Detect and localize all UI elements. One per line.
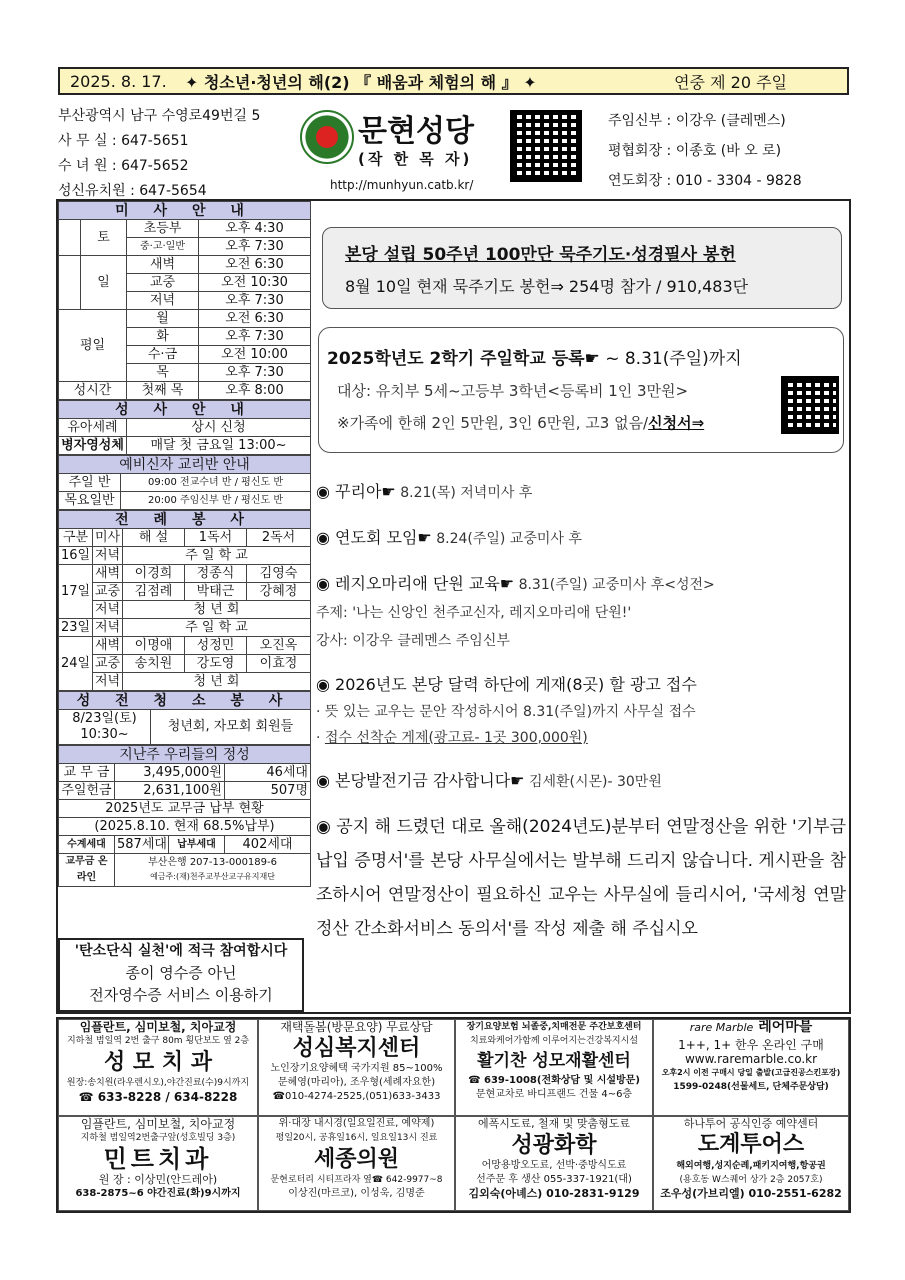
service-person: 정종식 [185,565,247,583]
mass-name: 화 [127,328,199,346]
baptism-value: 상시 신청 [127,419,311,437]
mass-schedule [58,201,311,400]
ann-detail: 8.21(목) 저녁미사 후 [395,485,533,501]
cleaning-title: 성 전 청 소 봉 사 [59,692,311,710]
catechumen-info [58,455,311,510]
class-value: 09:00 전교수녀 반 / 평신도 반 [121,474,311,492]
ad-title: 성심복지센터 [292,1035,421,1061]
service-date: 23일 [59,619,93,637]
cleaning-date: 8/23일(토) 10:30~ [59,710,151,745]
mass-time: 오전 6:30 [199,256,311,274]
col-header: 1독서 [185,529,247,547]
mass-name: 월 [127,310,199,328]
mass-name: 저녁 [127,292,199,310]
mass-time: 오후 7:30 [199,292,311,310]
col-header: 2독서 [247,529,311,547]
ad-line: 어망용방오도료, 선박·중방식도료 [481,1160,627,1171]
mass-time: 오후 7:30 [199,364,311,382]
holy-hour-label: 성시간 [59,382,127,400]
liturgical-week: 연중 제 20 주일 [674,72,787,92]
mass-name: 교중 [127,274,199,292]
ad-line: 문현교차로 바디프랜드 건물 4~6층 [475,1089,633,1100]
sacrament-title: 성 사 안 내 [59,401,311,419]
mass-name: 초등부 [127,220,199,238]
service-person: 강혜정 [247,583,311,601]
ad-title: 민트치과 [103,1145,213,1173]
service-group: 주 일 학 교 [123,547,311,565]
ad-phone: 638-2875~6 야간진료(화)9시까지 [75,1188,241,1199]
pointing-hand-icon: ☛ [510,771,525,790]
ad-line: 위·대장 내시경(일요일진료, 예약제) [278,1118,435,1129]
ad-title: 성 모 치 과 [104,1049,212,1075]
ad-line: 해외여행,성지순례,패키지여행,항공권 [676,1161,826,1171]
service-person: 송치원 [123,655,185,673]
office-phone: 사 무 실 : 647-5651 [58,133,189,149]
ann-title: 본당발전기금 감사합니다 [335,771,511,790]
mass-time: 오전 10:00 [199,346,311,364]
pointing-hand-icon: ☛ [381,482,396,501]
service-mass: 새벽 [93,637,123,655]
anniversary-body: 8월 10일 현재 묵주기도 봉헌⇒ 254명 참가 / 910,483단 [345,277,749,296]
mass-time: 오후 7:30 [199,238,311,256]
col-header: 미사 [93,529,123,547]
ads-section [56,1017,851,1213]
dues-status-date: (2025.8.10. 현재 68.5%납부) [59,818,311,836]
application-link[interactable]: 신청서⇒ [648,414,705,432]
service-mass: 저녁 [93,673,123,691]
bullet-icon: ◉ [316,574,336,593]
sat-label: 토 [81,220,127,256]
ad-seongmo-rehab[interactable] [455,1019,653,1116]
ad-line: 노인장기요양혜택 국가지원 85~100% [270,1063,443,1074]
ad-title: 세종의원 [313,1146,399,1172]
service-date: 24일 [59,637,93,691]
offering-amount: 3,495,000원 [115,764,225,782]
households-label: 수계세대 [59,836,115,854]
announcement-legio [316,570,846,599]
calendar-detail: · 뜻 있는 교우는 문안 작성하시어 8.31(주일)까지 사무실 접수 [316,704,696,720]
ad-line: 원장:송치원(라우렌시오),야간진료(수)9시까지 [66,1078,250,1088]
pointing-hand-icon: ☛ [499,574,515,593]
pointing-hand-icon: ☛ [584,349,600,369]
kinder-phone: 성신유치원 : 647-5654 [58,183,207,199]
ad-line: 치료와케어가함께 이루어지는건강복지시설 [469,1036,639,1046]
service-mass: 교중 [93,583,123,601]
cleaning-group: 청년회, 자모회 회원들 [151,710,311,745]
offering-amount: 2,631,100원 [115,782,225,800]
council-head: 평협회장 : 이종호 (바 오 로) [608,143,782,159]
ad-phone: ☎010-4274-2525,(051)633-3433 [272,1091,441,1102]
service-mass: 저녁 [93,619,123,637]
offering-count: 46세대 [225,764,311,782]
ad-title: 도계투어스 [697,1132,805,1157]
ad-line: 문현로터리 시티프라자 옆☎ 642-9977~8 [270,1175,443,1185]
catechumen-title: 예비신자 교리반 안내 [59,456,311,474]
mass-name: 목 [127,364,199,382]
pastor: 주임신부 : 이강우 (클레멘스) [608,113,786,129]
sick-value: 매달 첫 금요일 13:00~ [127,437,311,455]
school-title: 2025학년도 2학기 주일학교 등록 [327,349,585,369]
ad-line: 하나투어 공식인증 예약센터 [683,1117,819,1130]
mass-name: 수·금 [127,346,199,364]
ann-title: 연도회 모임 [335,528,418,547]
ad-seongsim-welfare[interactable] [258,1019,455,1116]
sacrament-info [58,400,311,455]
carbon-line: 종이 영수증 아닌 [125,964,237,982]
mass-name: 새벽 [127,256,199,274]
announcement-yeondo [316,524,846,553]
service-mass: 교중 [93,655,123,673]
ann-title: 2026년도 본당 달력 하단에 게재(8곳) 할 광고 접수 [335,675,697,694]
school-deadline: ~ 8.31(주일)까지 [599,349,742,369]
ann-detail: 8.31(주일) 교중미사 후<성전> [514,577,715,593]
contact-info [58,104,260,204]
ad-sejong-clinic[interactable] [258,1116,455,1211]
service-person: 김영숙 [247,565,311,583]
announcement-tax-receipt: ◉ 공지 해 드렸던 대로 올해(2024년도)분부터 연말정산을 위한 '기부금 납입 증명서'를 본당 사무실에서는 발부해 드리지 않습니다. 게시판을 참조하시어 연말정산이 필요하신 교우는 사무실에 들리시어, '국세청 연말정산 간소화서비스 동의서'를 작성 제출 해 주십시오 [316,817,846,939]
officials [608,106,802,196]
class-label: 목요일반 [59,492,121,510]
ad-seongmo-dental[interactable] [58,1019,258,1116]
church-name: 문현성당 [358,114,474,149]
ad-line: 재택돌봄(방문요양) 무료상담 [280,1020,433,1034]
ad-line: 지하철 범일역2번출구앞(성호빌딩 3층) [80,1133,236,1143]
bullet-icon: ◉ [316,675,336,694]
service-date: 16일 [59,547,93,565]
mass-name: 첫째 목 [127,382,199,400]
liturgy-service [58,510,311,691]
paid-value: 402세대 [225,836,311,854]
carbon-title: '탄소단식 실천'에 적극 참여합시다 [74,943,288,959]
mass-time: 오후 8:00 [199,382,311,400]
ad-line: 이상진(마르코), 이성욱, 김명준 [288,1188,425,1199]
ad-line: (용호동 W스퀘어 상가 2층 2057호) [679,1175,823,1185]
yeondo-head: 연도회장 : 010 - 3304 - 9828 [608,173,802,189]
dues-status-title: 2025년도 교무금 납부 현황 [59,800,311,818]
ad-url: www.raremarble.co.kr [684,1052,818,1066]
ann-title: 꾸리아 [335,482,382,501]
ann-detail: 8.24(주일) 교중미사 후 [431,531,582,547]
left-column [58,201,310,887]
sunday-school-box [318,327,844,453]
year-theme: ✦ 청소년·청년의 해(2) 『 배움과 체험의 해 』 ✦ [185,72,537,92]
address: 부산광역시 남구 수영로49번길 5 [58,108,261,124]
school-target: 대상: 유치부 5세~고등부 3학년<등록비 1인 3만원> [337,382,689,400]
church-url[interactable]: http://munhyun.catb.kr/ [330,178,474,192]
service-date: 17일 [59,565,93,619]
baptism-label: 유아세례 [59,419,127,437]
ad-seonggwang-chem[interactable] [455,1116,653,1211]
top-banner [58,67,849,95]
ad-line: 임플란트, 심미보철, 치아교정 [79,1020,237,1034]
bullet-icon: ◉ [316,528,336,547]
ad-phone: ☎ 633-8228 / 634-8228 [78,1090,238,1104]
bulletin-date: 2025. 8. 17. [70,71,167,91]
households-value: 587세대 [115,836,169,854]
col-header: 구분 [59,529,93,547]
class-label: 주일 반 [59,474,121,492]
ad-line: 장기요양보험 뇌졸중,치매전문 주간보호센터 [466,1022,642,1032]
ad-title: 레어마블 [758,1019,813,1035]
carbon-line: 전자영수증 서비스 이용하기 [89,986,273,1004]
offering-title: 지난주 우리들의 정성 [59,746,311,764]
announcement-curia [316,478,846,507]
anniversary-box [322,227,842,309]
service-person: 김점례 [123,583,185,601]
ad-line: 선주문 후 생산 055-337-1921(대) [476,1174,632,1185]
service-person: 이명애 [123,637,185,655]
mass-name: 중·고·일반 [127,238,199,256]
service-group: 청 년 회 [123,601,311,619]
ann-detail: 김세환(시몬)- 30만원 [524,774,662,790]
ad-line: 에폭시도료, 철재 및 맞춤형도료 [477,1117,631,1130]
ann-title: 레지오마리애 단원 교육 [335,574,500,593]
ad-title: 성광화학 [511,1132,597,1158]
service-group: 청 년 회 [123,673,311,691]
ad-line: 평일20시, 공휴일16시, 일요일13시 진료 [275,1133,438,1143]
service-mass: 새벽 [93,565,123,583]
sick-label: 병자영성체 [59,437,127,455]
account-holder: 예금주:(재)천주교부산교구유지재단 [150,872,275,881]
account-label: 교무금 온라인 [59,854,115,887]
ad-line: 원 장 : 이상민(안드레아) [98,1173,218,1186]
calendar-fee: 접수 선착순 게제(광고료- 1곳 300,000원) [324,730,588,746]
offering-table [58,745,311,887]
mass-time: 오전 6:30 [199,310,311,328]
service-person: 오진옥 [247,637,311,655]
ad-line: 임플란트, 심미보철, 치아교정 [80,1117,236,1131]
service-mass: 저녁 [93,547,123,565]
service-mass: 저녁 [93,601,123,619]
service-group: 주 일 학 교 [123,619,311,637]
paid-label: 납부세대 [169,836,225,854]
legio-theme: 주제: '나는 신앙인 천주교신자, 레지오마리애 단원!' [316,605,632,621]
pointing-hand-icon: ☛ [417,528,432,547]
ad-title: 활기찬 성모재활센터 [477,1051,631,1071]
service-person: 이경희 [123,565,185,583]
mass-title: 미 사 안 내 [59,202,311,220]
service-person: 성정민 [185,637,247,655]
ad-phone: 조우성(가브리엘) 010-2551-6282 [660,1187,842,1200]
offering-count: 507명 [225,782,311,800]
legio-speaker: 강사: 이강우 클레멘스 주임신부 [316,633,510,649]
ad-phone: ☎ 639-1008(전화상담 및 시설방문) [468,1075,640,1086]
announcements: ◉ 꾸리아☛ 8.21(목) 저녁미사 후 ◉ 연도회 모임☛ 8.24(주일) 교중미사 후 ◉ 레지오마리애 단원 교육☛ 8.31(주일) 교중미사 후<성전> 주제: '나는 신앙인 천주교신자, 레지오마리애 단원!' 강사: 이강우 클레멘스 주임신부 ◉ 2026년도 본당 달력 하단에 게재(8곳) 할 광고 접수 · 뜻 있는 교우는 문안 작성하시어 8.31(주일)까지 사무실 접수 · 접수 선착순 게제(광고료- 1곳 300,000원) ◉ 본당발전기금 감사합니다☛ 김세환(시몬)- 30만원 ◉ 공지 해 드렸던 대로 올해(2024년도)분부터 연말정산을 위한 '기부금 납입 증명서'를 본당 사무실에서는 발부해 드리지 않습니다. 게시판을 참조하시어 연말정산이 필요하신 교우는 사무실에 들리시어, '국세청 연말정산 간소화서비스 동의서'를 작성 제출 해 주십시오 [316,478,846,946]
announcement-fund [316,767,846,796]
mass-time: 오후 4:30 [199,220,311,238]
mass-time: 오후 7:30 [199,328,311,346]
ad-phone: 1599-0248(선물세트, 단체주문상담) [673,1082,829,1092]
convent-phone: 수 녀 원 : 647-5652 [58,158,189,174]
ad-dogye-tours[interactable] [653,1116,849,1211]
ad-logo-text: rare Marble [689,1021,754,1034]
service-person: 이효정 [247,655,311,673]
church-emblem-icon [300,110,354,164]
anniversary-title: 본당 설립 50주년 100만단 묵주기도·성경필사 봉헌 [345,245,736,265]
carbon-campaign [58,938,304,1012]
ad-rare-marble[interactable] [653,1019,849,1116]
bullet-icon: ◉ [316,482,336,501]
weekday-label: 평일 [59,310,127,382]
offering-label: 교 무 금 [59,764,115,782]
ad-line: 오후2시 이전 구매시 당일 출발(고급진공스킨포장) [661,1068,841,1077]
class-value: 20:00 주임신부 반 / 평신도 반 [121,492,311,510]
cleaning-service [58,691,311,745]
offering-label: 주일헌금 [59,782,115,800]
service-person: 박태근 [185,583,247,601]
ad-mint-dental[interactable] [58,1116,258,1211]
church-subtitle: (작 한 목 자) [358,150,473,168]
ad-line: 1++, 1+ 한우 온라인 구매 [678,1038,824,1052]
ad-line: 지하철 범일역 2번 출구 80m 횡단보도 옆 2층 [66,1036,250,1046]
service-person: 강도영 [185,655,247,673]
sun-label: 일 [81,256,127,310]
account-number: 부산은행 207-13-000189-6 [148,857,277,868]
service-title: 전 례 봉 사 [59,511,311,529]
announcement-calendar [316,671,846,699]
bullet-icon: ◉ [316,771,336,790]
mass-time: 오전 10:30 [199,274,311,292]
qr-code-icon[interactable] [781,376,839,434]
ad-phone: 김외숙(아녜스) 010-2831-9129 [468,1187,640,1200]
ad-line: 문혜영(마리아), 조우형(세례자요한) [277,1077,436,1088]
qr-code-icon[interactable] [510,110,582,182]
col-header: 해 설 [123,529,185,547]
school-fee: ※가족에 한해 2인 5만원, 3인 6만원, 고3 없음/ [337,414,649,432]
